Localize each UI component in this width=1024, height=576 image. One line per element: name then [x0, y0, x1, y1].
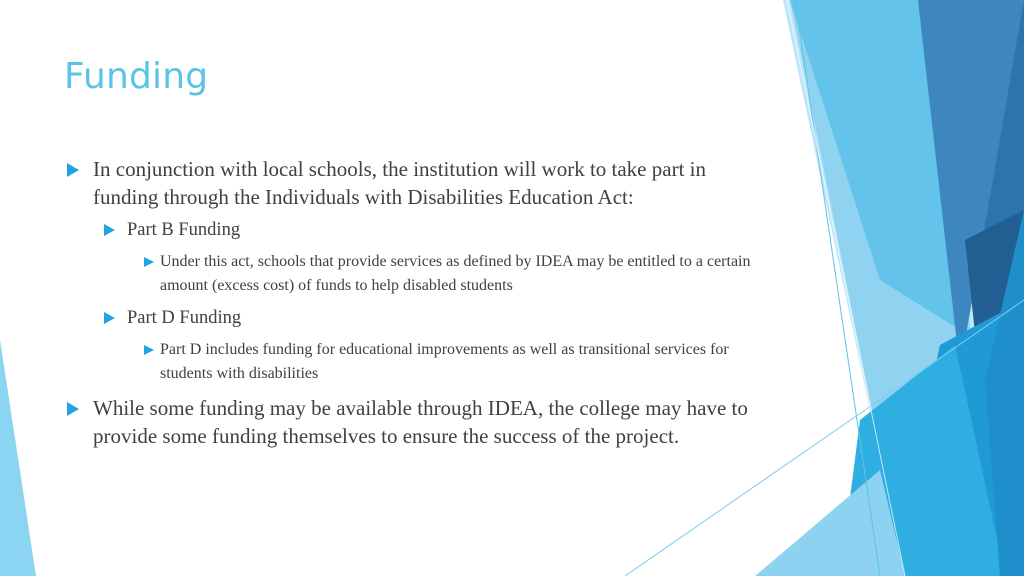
bullet-item-level3: [132, 250, 764, 298]
bullet-text: Part D includes funding for educational improvements as well as transitional services for students with disabilities: [160, 341, 729, 382]
bullet-text: Part B Funding: [127, 220, 241, 240]
bullet-item-level2: [98, 218, 764, 242]
left-edge-shape: [0, 340, 36, 576]
bullet-arrow-icon: [67, 402, 79, 416]
bullet-arrow-icon: [67, 163, 79, 177]
bullet-text: In conjunction with local schools, the institution will work to take part in funding through the Individuals with Disabilities Education Act:: [93, 157, 706, 209]
bullet-arrow-icon: [104, 312, 115, 324]
bullet-item-level1: [64, 155, 764, 211]
bullet-text: Under this act, schools that provide services as defined by IDEA may be entitled to a certain amount (excess cost) of funds to help disabled students: [160, 253, 751, 294]
bullet-arrow-icon: [144, 345, 154, 355]
bullet-text: Part D Funding: [127, 308, 242, 328]
bullet-arrow-icon: [144, 257, 154, 267]
bullet-item-level1: [64, 394, 764, 450]
right-facet-lower-light: [755, 470, 905, 576]
slide-title: Funding: [64, 56, 209, 97]
bullet-item-level3: [132, 338, 764, 386]
bullet-list: [64, 155, 764, 457]
bullet-arrow-icon: [104, 224, 115, 236]
bullet-item-level2: [98, 306, 764, 330]
bullet-text: While some funding may be available through IDEA, the college may have to provide some funding themselves to ensure the success of the project.: [93, 396, 748, 448]
